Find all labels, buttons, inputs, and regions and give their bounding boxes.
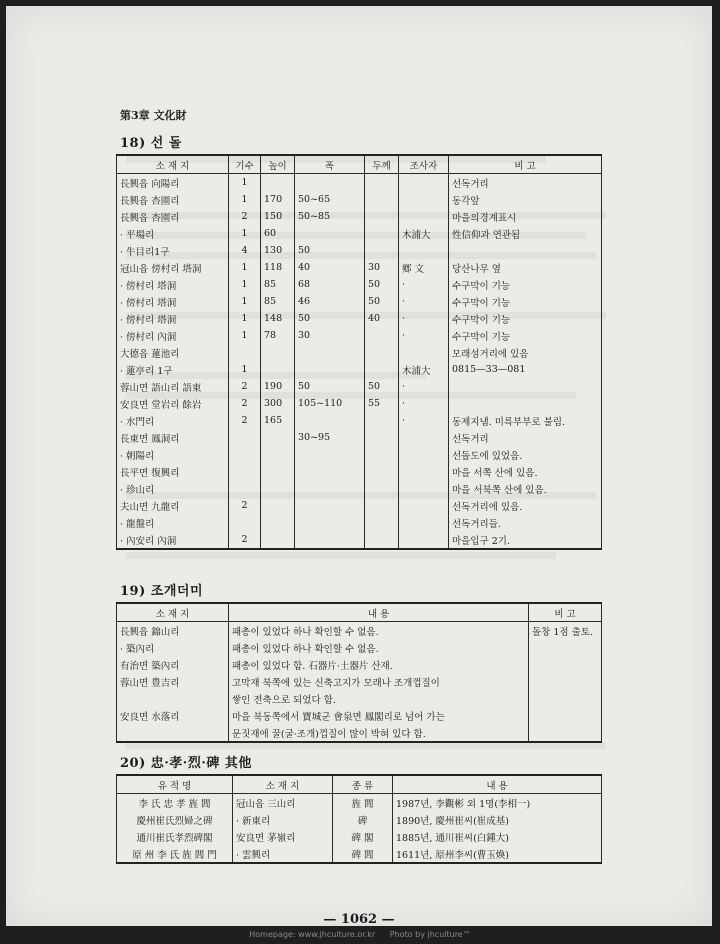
table-cell xyxy=(295,225,365,242)
table-cell: · 傍村리 塔洞 xyxy=(117,310,229,327)
table-cell: 50 xyxy=(295,310,365,327)
table-cell: 마을입구 2기. xyxy=(449,531,602,549)
table-row xyxy=(117,378,602,395)
table-cell xyxy=(399,514,449,531)
table-cell xyxy=(117,724,229,742)
table-cell: 1 xyxy=(229,191,261,208)
table-cell xyxy=(399,191,449,208)
table-cell: 118 xyxy=(261,259,295,276)
table-cell xyxy=(529,673,602,690)
table-cell: 1 xyxy=(229,327,261,344)
table-cell: 碑 xyxy=(333,811,393,828)
table-cell: · 蓮亭리 1구 xyxy=(117,361,229,378)
table-row xyxy=(117,395,602,412)
table-row xyxy=(117,344,602,361)
column-header: 소 재 지 xyxy=(117,603,229,622)
table-row xyxy=(117,531,602,549)
table-cell: · 內安리 內洞 xyxy=(117,531,229,549)
column-header: 유 적 명 xyxy=(117,775,233,794)
column-header: 소 재 지 xyxy=(117,155,229,174)
table-cell xyxy=(365,480,399,497)
table-cell xyxy=(529,724,602,742)
table-cell xyxy=(229,344,261,361)
table-cell: 通川崔氏孝烈碑閣 xyxy=(117,828,233,845)
table-cell: 당산나무 옆 xyxy=(449,259,602,276)
table-cell: 수구막이 기능 xyxy=(449,327,602,344)
table-cell: · 朝陽리 xyxy=(117,446,229,463)
footer-homepage: Homepage: www.jhculture.or.kr xyxy=(249,930,376,939)
table-cell xyxy=(229,480,261,497)
table-cell: 蓉山면 語山리 語東 xyxy=(117,378,229,395)
table-cell: 1987년, 李觀彬 외 1명(李相一) xyxy=(393,794,602,812)
table-cell: 有治면 築內리 xyxy=(117,656,229,673)
table-cell: 패총이 있었다 하나 확인할 수 없음. xyxy=(229,639,529,656)
table-cell: 安良면 水落리 xyxy=(117,707,229,724)
table-cell xyxy=(365,514,399,531)
table-row xyxy=(117,174,602,192)
chapter-heading: 第3章 文化財 xyxy=(120,109,187,122)
table-row xyxy=(117,656,602,673)
table-cell xyxy=(399,174,449,192)
table-cell: 木浦大 xyxy=(399,361,449,378)
table-cell: 1885년, 通川崔씨(白鍾大) xyxy=(393,828,602,845)
table-cell: 長東면 鳳洞리 xyxy=(117,429,229,446)
table-cell xyxy=(399,208,449,225)
footer-photo-credit: Photo by jhculture™ xyxy=(389,930,471,939)
table-row xyxy=(117,514,602,531)
table-cell: · xyxy=(399,378,449,395)
table-cell: 50 xyxy=(365,276,399,293)
table-cell xyxy=(365,208,399,225)
section-20-title: 20) 忠·孝·烈·碑 其他 xyxy=(120,756,252,771)
table-row xyxy=(117,707,602,724)
table-cell: 수구막이 기능 xyxy=(449,293,602,310)
table-cell: 30 xyxy=(365,259,399,276)
table-cell: 300 xyxy=(261,395,295,412)
column-header: 비 고 xyxy=(529,603,602,622)
table-cell: 마을 북동쪽에서 寶城군 會泉면 鳳閣리로 넘어 가는 xyxy=(229,707,529,724)
table-cell: 木浦大 xyxy=(399,225,449,242)
table-cell: 0815—33—081 xyxy=(449,361,602,378)
table-cell xyxy=(399,463,449,480)
column-header: 기수 xyxy=(229,155,261,174)
table-cell: 선돌도에 있었음. xyxy=(449,446,602,463)
table-cell: 1 xyxy=(229,361,261,378)
table-cell xyxy=(365,497,399,514)
table-cell: 2 xyxy=(229,531,261,549)
table-cell: 原 州 李 氏 旌 閭 門 xyxy=(117,845,233,863)
table-cell: 2 xyxy=(229,395,261,412)
table-cell: 선독거리 xyxy=(449,429,602,446)
table-cell: 148 xyxy=(261,310,295,327)
table-row xyxy=(117,191,602,208)
table-cell: 문짓재에 꿀(굴·조개)껍질이 많이 박혀 있다 함. xyxy=(229,724,529,742)
table-row xyxy=(117,361,602,378)
table-cell xyxy=(295,463,365,480)
table-cell: 1890년, 慶州崔씨(崔成基) xyxy=(393,811,602,828)
table-cell xyxy=(295,514,365,531)
table-cell: · 新東리 xyxy=(233,811,333,828)
document-page xyxy=(6,6,712,926)
table-cell: 李 氏 忠 孝 旌 閭 xyxy=(117,794,233,812)
table-cell: 4 xyxy=(229,242,261,259)
table-cell: 돌창 1점 출토. xyxy=(529,622,602,640)
table-cell: · xyxy=(399,276,449,293)
table-row xyxy=(117,446,602,463)
table-cell: 1611년, 原州李씨(曹玉煥) xyxy=(393,845,602,863)
table-cell xyxy=(229,446,261,463)
table-cell: 旌 閭 xyxy=(333,794,393,812)
table-cell: · 雲興리 xyxy=(233,845,333,863)
table-row xyxy=(117,276,602,293)
table-cell: 40 xyxy=(295,259,365,276)
table-cell: 55 xyxy=(365,395,399,412)
table-cell xyxy=(261,497,295,514)
table-cell xyxy=(365,174,399,192)
table-cell: 碑 閭 xyxy=(333,845,393,863)
table-row xyxy=(117,208,602,225)
table-cell xyxy=(399,344,449,361)
table-cell: 2 xyxy=(229,412,261,429)
table-cell xyxy=(449,395,602,412)
table-cell xyxy=(365,531,399,549)
table-cell xyxy=(365,446,399,463)
footer xyxy=(0,930,720,939)
table-cell: 선독거리들. xyxy=(449,514,602,531)
column-header: 비 고 xyxy=(449,155,602,174)
table-cell: 性信仰과 연관됨 xyxy=(449,225,602,242)
table-cell xyxy=(295,497,365,514)
table-cell: 冠山읍 三山리 xyxy=(233,794,333,812)
table-cell: · xyxy=(399,395,449,412)
table-cell: 85 xyxy=(261,293,295,310)
table-cell: 150 xyxy=(261,208,295,225)
table-cell: 鄕 文 xyxy=(399,259,449,276)
standing-stones-table xyxy=(116,154,602,550)
table-cell: 碑 閣 xyxy=(333,828,393,845)
table-cell xyxy=(229,514,261,531)
table-cell xyxy=(399,531,449,549)
table-cell xyxy=(261,429,295,446)
table-row xyxy=(117,412,602,429)
table-cell xyxy=(399,446,449,463)
table-cell xyxy=(117,690,229,707)
table-cell xyxy=(529,690,602,707)
table-cell: 50~65 xyxy=(295,191,365,208)
table-cell: 동제지냄. 미륵부부로 불림. xyxy=(449,412,602,429)
table-row xyxy=(117,690,602,707)
table-cell xyxy=(295,412,365,429)
table-cell: 165 xyxy=(261,412,295,429)
table-row xyxy=(117,429,602,446)
table-row xyxy=(117,310,602,327)
table-cell xyxy=(529,707,602,724)
table-cell: 46 xyxy=(295,293,365,310)
table-cell: · 築內리 xyxy=(117,639,229,656)
table-cell xyxy=(449,378,602,395)
table-cell xyxy=(399,429,449,446)
table-row xyxy=(117,497,602,514)
table-cell: 長興읍 杏園리 xyxy=(117,191,229,208)
table-cell: 1 xyxy=(229,174,261,192)
table-cell: 고막재 북쪽에 있는 신축고지가 모래나 조개껍질이 xyxy=(229,673,529,690)
table-cell: 40 xyxy=(365,310,399,327)
table-row xyxy=(117,845,602,863)
table-row xyxy=(117,828,602,845)
table-row xyxy=(117,293,602,310)
table-cell: 50 xyxy=(365,293,399,310)
table-cell xyxy=(261,361,295,378)
table-cell: 85 xyxy=(261,276,295,293)
table-row xyxy=(117,622,602,640)
table-cell: · xyxy=(399,412,449,429)
monuments-table xyxy=(116,774,602,864)
table-row xyxy=(117,259,602,276)
table-cell: 선독거리 xyxy=(449,174,602,192)
table-cell: · 珍山리 xyxy=(117,480,229,497)
table-cell xyxy=(365,191,399,208)
table-cell xyxy=(365,429,399,446)
column-header: 조사자 xyxy=(399,155,449,174)
table-cell: 패총이 있었다 함. 石器片·土器片 산재. xyxy=(229,656,529,673)
table-row xyxy=(117,673,602,690)
table-cell: · 傍村리 內洞 xyxy=(117,327,229,344)
table-cell: 쌓인 전축으로 되었다 함. xyxy=(229,690,529,707)
table-cell xyxy=(295,361,365,378)
table-cell: 安良면 茅嶺리 xyxy=(233,828,333,845)
table-cell: 모래섬거리에 있음 xyxy=(449,344,602,361)
table-cell: 130 xyxy=(261,242,295,259)
table-cell: 1 xyxy=(229,259,261,276)
column-header: 폭 xyxy=(295,155,365,174)
column-header: 두께 xyxy=(365,155,399,174)
table-cell: 수구막이 기능 xyxy=(449,310,602,327)
table-cell: 마을의경계표시 xyxy=(449,208,602,225)
table-row xyxy=(117,794,602,812)
table-cell: 長平면 復興리 xyxy=(117,463,229,480)
shell-mound-table xyxy=(116,602,602,743)
table-cell: 大德읍 蓮池리 xyxy=(117,344,229,361)
table-cell: 50 xyxy=(295,378,365,395)
table-cell xyxy=(261,344,295,361)
table-cell: 동각앞 xyxy=(449,191,602,208)
table-cell xyxy=(365,412,399,429)
table-cell xyxy=(261,514,295,531)
page-number: — 1062 — xyxy=(323,912,395,927)
table-cell: 2 xyxy=(229,208,261,225)
table-cell: 50 xyxy=(295,242,365,259)
table-cell xyxy=(261,531,295,549)
table-cell: 2 xyxy=(229,497,261,514)
column-header: 높이 xyxy=(261,155,295,174)
table-cell: 夫山면 九龍리 xyxy=(117,497,229,514)
table-cell: 패총이 있었다 하나 확인할 수 없음. xyxy=(229,622,529,640)
table-cell: · 水門리 xyxy=(117,412,229,429)
table-cell: 수구막이 기능 xyxy=(449,276,602,293)
table-cell xyxy=(365,327,399,344)
table-cell xyxy=(365,463,399,480)
table-cell xyxy=(229,429,261,446)
table-cell: 마을 서쪽 산에 있음. xyxy=(449,463,602,480)
table-cell xyxy=(295,446,365,463)
table-cell: 安良면 堂岩리 餘岩 xyxy=(117,395,229,412)
table-cell: 慶州崔氏烈婦之碑 xyxy=(117,811,233,828)
table-cell xyxy=(529,656,602,673)
table-cell: 50 xyxy=(365,378,399,395)
table-cell: 1 xyxy=(229,276,261,293)
table-row xyxy=(117,480,602,497)
table-cell xyxy=(261,174,295,192)
table-cell xyxy=(261,480,295,497)
table-cell xyxy=(449,242,602,259)
table-cell xyxy=(399,497,449,514)
table-cell: 長興읍 向陽리 xyxy=(117,174,229,192)
table-row xyxy=(117,724,602,742)
table-cell xyxy=(261,463,295,480)
table-cell: 冠山읍 傍村리 塔洞 xyxy=(117,259,229,276)
table-cell: 長興읍 杏園리 xyxy=(117,208,229,225)
table-cell: 마을 서북쪽 산에 있음. xyxy=(449,480,602,497)
table-cell: · 平場리 xyxy=(117,225,229,242)
table-cell xyxy=(399,242,449,259)
table-row xyxy=(117,639,602,656)
table-cell: · 牛目리1구 xyxy=(117,242,229,259)
table-cell: 50~85 xyxy=(295,208,365,225)
table-cell: · xyxy=(399,327,449,344)
table-cell: 170 xyxy=(261,191,295,208)
table-cell: 30 xyxy=(295,327,365,344)
section-19-title: 19) 조개더미 xyxy=(120,584,203,599)
table-cell xyxy=(365,242,399,259)
table-cell: 30~95 xyxy=(295,429,365,446)
table-cell: · 傍村리 塔洞 xyxy=(117,276,229,293)
table-cell xyxy=(295,174,365,192)
table-cell: 78 xyxy=(261,327,295,344)
table-cell: · 傍村리 塔洞 xyxy=(117,293,229,310)
column-header: 내 용 xyxy=(229,603,529,622)
table-cell: · xyxy=(399,293,449,310)
table-cell xyxy=(365,225,399,242)
table-cell: 2 xyxy=(229,378,261,395)
table-cell: 190 xyxy=(261,378,295,395)
column-header: 소 재 지 xyxy=(233,775,333,794)
table-cell: 長興읍 錦山리 xyxy=(117,622,229,640)
table-cell: 1 xyxy=(229,293,261,310)
table-row xyxy=(117,225,602,242)
table-cell: 선독거리에 있음. xyxy=(449,497,602,514)
table-cell xyxy=(261,446,295,463)
table-cell xyxy=(529,639,602,656)
table-cell xyxy=(295,480,365,497)
column-header: 종 류 xyxy=(333,775,393,794)
table-cell: 1 xyxy=(229,310,261,327)
section-18-title: 18) 선 돌 xyxy=(120,136,182,151)
table-cell: 60 xyxy=(261,225,295,242)
table-row xyxy=(117,242,602,259)
table-cell xyxy=(365,344,399,361)
table-cell xyxy=(295,344,365,361)
column-header: 내 용 xyxy=(393,775,602,794)
table-cell xyxy=(399,480,449,497)
table-cell xyxy=(295,531,365,549)
table-cell: 68 xyxy=(295,276,365,293)
table-cell: · xyxy=(399,310,449,327)
table-cell xyxy=(365,361,399,378)
table-row xyxy=(117,463,602,480)
table-cell: · 龍盤리 xyxy=(117,514,229,531)
table-row xyxy=(117,327,602,344)
table-cell xyxy=(229,463,261,480)
table-cell: 105~110 xyxy=(295,395,365,412)
table-cell: 蓉山면 豊吉리 xyxy=(117,673,229,690)
table-cell: 1 xyxy=(229,225,261,242)
table-row xyxy=(117,811,602,828)
